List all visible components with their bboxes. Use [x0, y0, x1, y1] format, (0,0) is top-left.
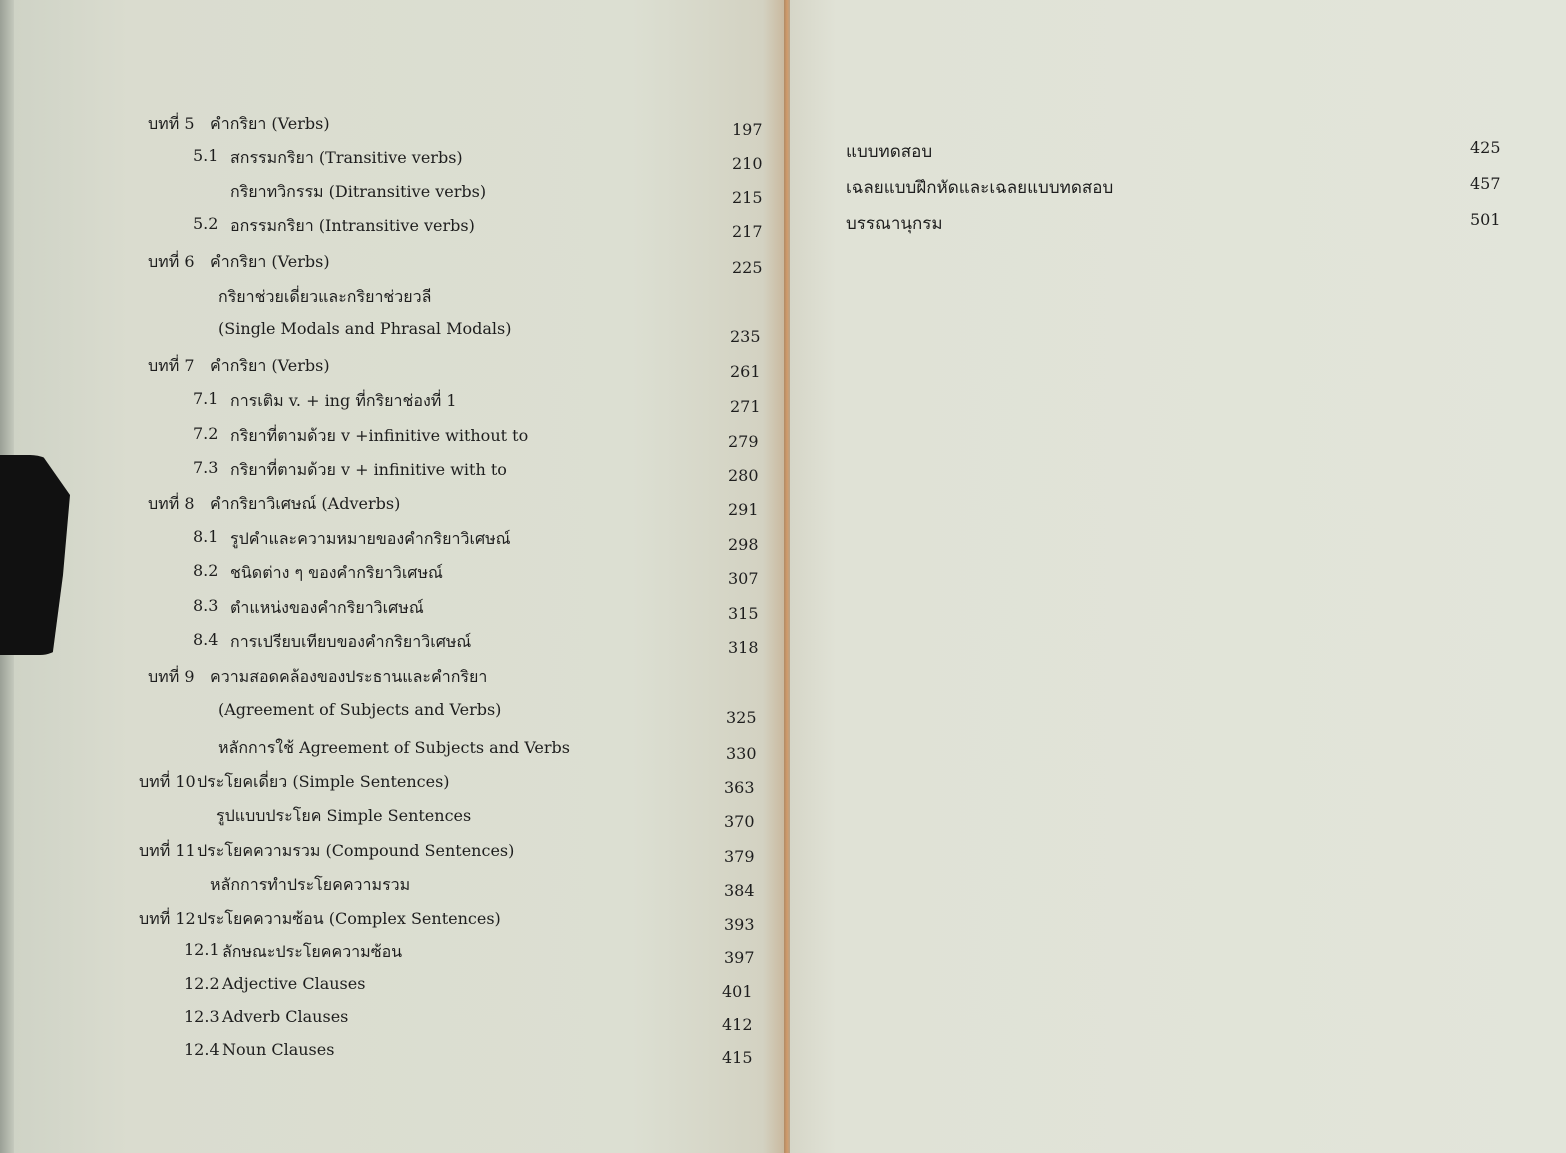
toc-entry-title: รูปคำและความหมายของคำกริยาวิเศษณ์	[230, 529, 511, 548]
section-number: 12.4	[184, 1040, 220, 1059]
toc-page-number: 363	[724, 778, 755, 797]
toc-page-number: 379	[724, 847, 755, 866]
toc-entry-title: อกรรมกริยา (Intransitive verbs)	[230, 216, 475, 235]
toc-page-number: 235	[730, 327, 761, 346]
toc-page-number: 401	[722, 982, 753, 1001]
toc-entry-title: ประโยคความซ้อน (Complex Sentences)	[197, 909, 501, 928]
toc-page-number: 280	[728, 466, 759, 485]
toc-entry-title: คำกริยาวิเศษณ์ (Adverbs)	[210, 494, 401, 513]
toc-page-number: 325	[726, 708, 757, 727]
toc-page-number: 197	[732, 120, 763, 139]
toc-page-number: 291	[728, 500, 759, 519]
toc-page-number: 370	[724, 812, 755, 831]
toc-entry-title: เฉลยแบบฝึกหัดและเฉลยแบบทดสอบ	[846, 178, 1114, 198]
section-number: 7.3	[193, 458, 219, 477]
toc-page-number: 501	[1470, 210, 1501, 229]
toc-entry-title: (Single Modals and Phrasal Modals)	[218, 319, 512, 338]
toc-page-number: 412	[722, 1015, 753, 1034]
toc-entry-title: คำกริยา (Verbs)	[210, 356, 330, 375]
toc-entry-title: Adverb Clauses	[222, 1007, 349, 1026]
toc-page-number: 225	[732, 258, 763, 277]
toc-entry-title: ชนิดต่าง ๆ ของคำกริยาวิเศษณ์	[230, 563, 443, 582]
section-number: 5.2	[193, 214, 219, 233]
toc-page-number: 215	[732, 188, 763, 207]
chapter-label: บทที่ 11	[139, 841, 196, 860]
toc-entry-title: หลักการใช้ Agreement of Subjects and Verbs	[218, 738, 570, 757]
toc-entry-title: คำกริยา (Verbs)	[210, 252, 330, 271]
toc-page-number: 318	[728, 638, 759, 657]
toc-page-number: 261	[730, 362, 761, 381]
toc-entry-title: ประโยคเดี่ยว (Simple Sentences)	[197, 772, 450, 791]
toc-entry-title: กริยาที่ตามด้วย v + infinitive with to	[230, 460, 507, 479]
chapter-label: บทที่ 12	[139, 909, 196, 928]
section-number: 12.3	[184, 1007, 220, 1026]
chapter-label: บทที่ 9	[148, 667, 195, 686]
section-number: 8.4	[193, 630, 219, 649]
toc-page-number: 393	[724, 915, 755, 934]
toc-page-number: 415	[722, 1048, 753, 1067]
chapter-label: บทที่ 6	[148, 252, 195, 271]
section-number: 8.3	[193, 596, 219, 615]
toc-page-number: 217	[732, 222, 763, 241]
toc-entry-title: การเติม v. + ing ที่กริยาช่องที่ 1	[230, 391, 457, 410]
toc-page-number: 425	[1470, 138, 1501, 157]
toc-entry-title: กริยาทวิกรรม (Ditransitive verbs)	[230, 182, 487, 201]
toc-entry-title: แบบทดสอบ	[846, 142, 933, 162]
toc-entry-title: บรรณานุกรม	[846, 214, 943, 234]
toc-entry-title: ตำแหน่งของคำกริยาวิเศษณ์	[230, 598, 424, 617]
section-number: 8.2	[193, 561, 219, 580]
toc-entry-title: กริยาช่วยเดี่ยวและกริยาช่วยวลี	[218, 287, 432, 306]
chapter-label: บทที่ 7	[148, 356, 195, 375]
section-number: 7.1	[193, 389, 219, 408]
chapter-label: บทที่ 8	[148, 494, 195, 513]
toc-entry-title: หลักการทำประโยคความรวม	[210, 875, 411, 894]
toc-page-number: 330	[726, 744, 757, 763]
toc-entry-title: ลักษณะประโยคความซ้อน	[222, 942, 403, 961]
section-number: 12.1	[184, 940, 220, 959]
toc-entry-title: การเปรียบเทียบของคำกริยาวิเศษณ์	[230, 632, 472, 651]
toc-entry-title: ประโยคความรวม (Compound Sentences)	[197, 841, 515, 860]
toc-page-number: 307	[728, 569, 759, 588]
toc-entry-title: ความสอดคล้องของประธานและคำกริยา	[210, 667, 488, 686]
toc-entry-title: (Agreement of Subjects and Verbs)	[218, 700, 502, 719]
toc-entry-title: กริยาที่ตามด้วย v +infinitive without to	[230, 426, 529, 445]
toc-page-number: 397	[724, 948, 755, 967]
section-number: 7.2	[193, 424, 219, 443]
toc-entry-title: รูปแบบประโยค Simple Sentences	[216, 806, 472, 825]
section-number: 5.1	[193, 146, 219, 165]
chapter-label: บทที่ 5	[148, 114, 195, 133]
left-page	[14, 0, 786, 1153]
toc-entry-title: Adjective Clauses	[222, 974, 366, 993]
toc-page-number: 210	[732, 154, 763, 173]
toc-entry-title: สกรรมกริยา (Transitive verbs)	[230, 148, 463, 167]
right-page	[790, 0, 1566, 1153]
section-number: 8.1	[193, 527, 219, 546]
toc-entry-title: คำกริยา (Verbs)	[210, 114, 330, 133]
section-number: 12.2	[184, 974, 220, 993]
toc-page-number: 315	[728, 604, 759, 623]
toc-entry-title: Noun Clauses	[222, 1040, 335, 1059]
chapter-label: บทที่ 10	[139, 772, 196, 791]
toc-page-number: 457	[1470, 174, 1501, 193]
toc-page-number: 271	[730, 397, 761, 416]
toc-page-number: 298	[728, 535, 759, 554]
toc-page-number: 384	[724, 881, 755, 900]
toc-page-number: 279	[728, 432, 759, 451]
